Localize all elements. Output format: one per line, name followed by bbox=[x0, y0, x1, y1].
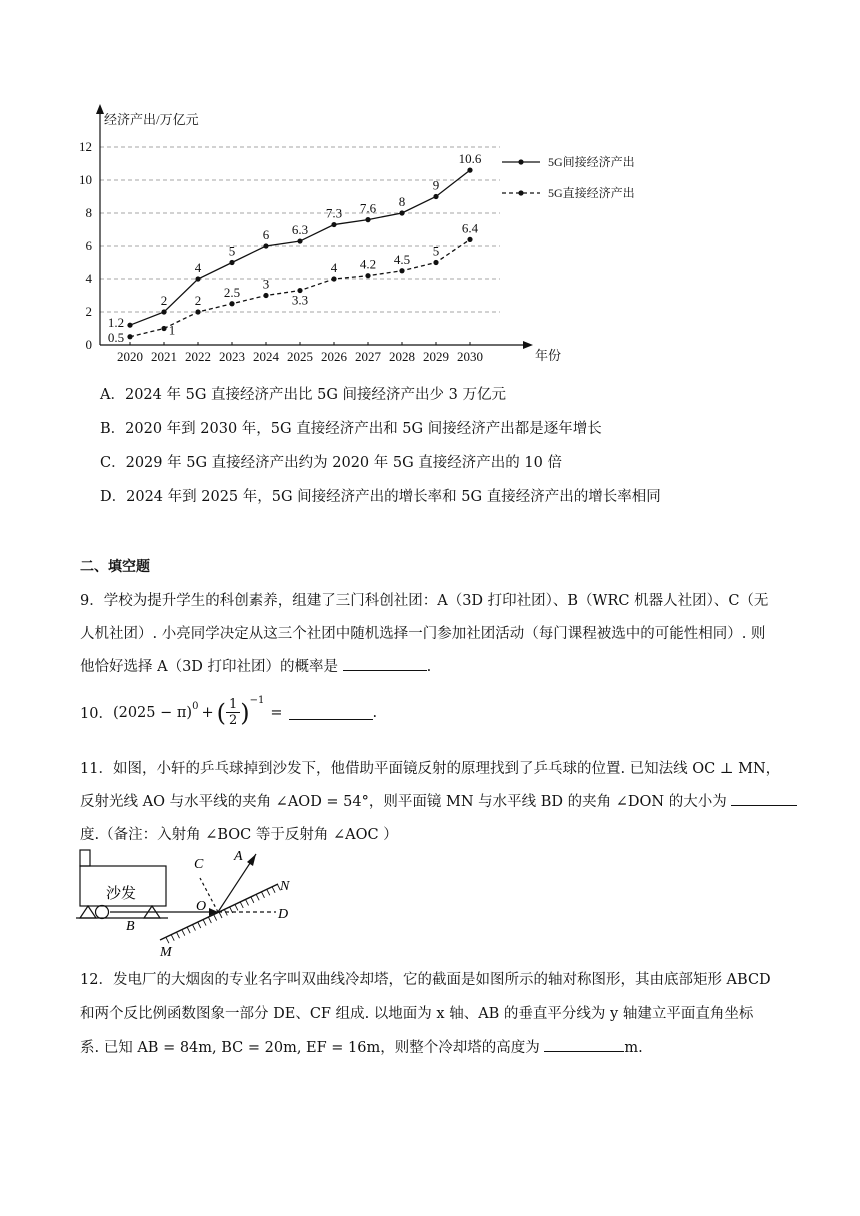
direct-point bbox=[195, 309, 200, 314]
sofa-back-post bbox=[80, 850, 90, 866]
q12-line1: 12．发电厂的大烟囱的专业名字叫双曲线冷却塔，它的截面是如图所示的轴对称图形，其由底部矩形 ABCD bbox=[80, 972, 771, 988]
y-tick-label: 8 bbox=[85, 205, 92, 220]
mirror-hatch-mark bbox=[256, 894, 259, 900]
indirect-point bbox=[467, 168, 472, 173]
x-axis-arrow bbox=[523, 341, 533, 349]
y-tick-label: 2 bbox=[85, 304, 92, 319]
y-tick-label: 12 bbox=[79, 139, 92, 154]
direct-point bbox=[399, 268, 404, 273]
indirect-point bbox=[399, 210, 404, 215]
ping-pong-ball bbox=[96, 906, 109, 919]
mirror-hatch-mark bbox=[177, 932, 180, 938]
q10-end: . bbox=[372, 704, 378, 721]
q11-answer-blank[interactable] bbox=[731, 791, 797, 806]
x-tick-label: 2020 bbox=[117, 349, 143, 364]
y-tick-label: 4 bbox=[85, 271, 92, 286]
q10-fraction bbox=[226, 697, 240, 728]
q12-text: 系. 已知 AB = 84m, BC = 20m, EF = 16m，则整个冷却塔的高度为 bbox=[80, 1040, 540, 1056]
q10-number: 10． bbox=[80, 706, 113, 722]
x-axis-title: 年份 bbox=[534, 348, 562, 363]
mirror-hatch-mark bbox=[235, 904, 238, 910]
legend-marker bbox=[518, 159, 523, 164]
q10-frac-num: 1 bbox=[228, 697, 238, 712]
q11-line2 bbox=[80, 790, 797, 811]
indirect-point bbox=[161, 309, 166, 314]
q12-unit: m. bbox=[624, 1040, 643, 1056]
indirect-data-label: 7.3 bbox=[325, 205, 343, 221]
indirect-point bbox=[433, 194, 438, 199]
legend-direct-label: 5G直接经济产出 bbox=[548, 186, 635, 200]
q12-line2: 和两个反比例函数图象一部分 DE、CF 组成. 以地面为 x 轴、AB 的垂直平分线为 y 轴建立平面直角坐标 bbox=[80, 1006, 754, 1022]
indirect-data-label: 5 bbox=[228, 243, 236, 259]
point-D-label: D bbox=[278, 907, 289, 922]
reflected-arrowhead bbox=[247, 854, 256, 866]
q10-base: (2025 − π) bbox=[112, 704, 193, 721]
indirect-data-label: 4 bbox=[194, 260, 202, 275]
q11-text: 反射光线 AO 与水平线的夹角 ∠AOD = 54°，则平面镜 MN 与水平线 BD 的夹角 ∠DON 的大小为 bbox=[80, 794, 727, 810]
direct-data-label: 0.5 bbox=[107, 329, 125, 345]
point-C-label: C bbox=[194, 857, 204, 872]
indirect-data-label: 6 bbox=[262, 227, 270, 242]
q9-line3 bbox=[80, 655, 431, 676]
point-O-label: O bbox=[196, 899, 207, 914]
q11-line1: 11．如图，小轩的乒乓球掉到沙发下，他借助平面镜反射的原理找到了乒乓球的位置. 已知法线 OC ⊥ MN， bbox=[80, 761, 781, 777]
direct-data-label: 3 bbox=[262, 276, 270, 292]
indirect-point bbox=[331, 222, 336, 227]
q12-line3 bbox=[80, 1036, 643, 1057]
x-tick-label: 2029 bbox=[423, 349, 449, 364]
q10-equals: = bbox=[270, 704, 283, 721]
direct-data-label: 2.5 bbox=[223, 284, 241, 300]
x-tick-label: 2021 bbox=[151, 349, 177, 364]
direct-point bbox=[365, 273, 370, 278]
mirror-hatch-mark bbox=[214, 915, 217, 921]
point-N-label: N bbox=[280, 879, 290, 894]
indirect-point bbox=[365, 217, 370, 222]
y-axis-arrow bbox=[96, 104, 104, 114]
direct-data-label: 4.2 bbox=[359, 256, 377, 272]
option-a: A．2024 年 5G 直接经济产出比 5G 间接经济产出少 3 万亿元 bbox=[100, 387, 506, 403]
x-tick-label: 2026 bbox=[321, 349, 347, 364]
q9-line2: 人机社团）. 小亮同学决定从这三个社团中随机选择一门参加社团活动（每门课程被选中的可能性相同）. 则 bbox=[80, 626, 766, 642]
q10-paren-open: ( bbox=[216, 698, 226, 727]
direct-data-label: 3.3 bbox=[291, 292, 309, 308]
indirect-data-label: 2 bbox=[160, 293, 168, 308]
mirror-hatch-mark bbox=[171, 935, 174, 941]
direct-point bbox=[127, 334, 132, 339]
q10-paren-close: ) bbox=[240, 698, 250, 727]
x-tick-label: 2028 bbox=[389, 349, 415, 364]
indirect-data-label: 10.6 bbox=[458, 151, 482, 167]
indirect-point bbox=[297, 238, 302, 243]
y-tick-label: 0 bbox=[85, 337, 92, 352]
mirror-hatch-mark bbox=[198, 922, 201, 928]
direct-data-label: 6.4 bbox=[461, 220, 479, 236]
mirror-reflection-figure bbox=[76, 848, 306, 958]
x-tick-label: 2023 bbox=[219, 349, 245, 364]
mirror-hatch-mark bbox=[267, 889, 270, 895]
indirect-point bbox=[127, 323, 132, 328]
option-b: B．2020 年到 2030 年，5G 直接经济产出和 5G 间接经济产出都是逐年增长 bbox=[100, 421, 602, 437]
q10-exp0: 0 bbox=[192, 701, 199, 712]
direct-point bbox=[467, 237, 472, 242]
sofa-leg-left bbox=[80, 906, 96, 918]
mirror-hatch-mark bbox=[166, 937, 169, 943]
q9-line1: 9．学校为提升学生的科创素养，组建了三门科创社团：A（3D 打印社团）、B（WRC 机器人社团）、C（无 bbox=[80, 593, 769, 609]
mirror-hatch-mark bbox=[251, 897, 254, 903]
mirror-hatch-mark bbox=[192, 925, 195, 931]
q9-text: 他恰好选择 A（3D 打印社团）的概率是 bbox=[80, 659, 339, 675]
direct-data-label: 4 bbox=[330, 260, 338, 275]
indirect-point bbox=[263, 243, 268, 248]
indirect-data-label: 9 bbox=[432, 177, 440, 193]
mirror-hatch-mark bbox=[240, 902, 243, 908]
y-tick-label: 6 bbox=[85, 238, 92, 253]
mirror-hatch-mark bbox=[187, 927, 190, 933]
indirect-point bbox=[195, 276, 200, 281]
point-B-label: B bbox=[126, 919, 135, 934]
legend-indirect-label: 5G间接经济产出 bbox=[548, 155, 635, 169]
mirror-hatch-mark bbox=[203, 920, 206, 926]
direct-data-label: 1 bbox=[168, 322, 176, 338]
indirect-data-label: 1.2 bbox=[107, 315, 125, 331]
x-tick-label: 2025 bbox=[287, 349, 313, 364]
point-M-label: M bbox=[160, 945, 172, 958]
direct-point bbox=[433, 260, 438, 265]
mirror-hatch-mark bbox=[261, 892, 264, 898]
mirror-hatch-mark bbox=[272, 887, 275, 893]
direct-point bbox=[229, 301, 234, 306]
sofa-label: 沙发 bbox=[106, 884, 137, 902]
indirect-data-label: 6.3 bbox=[291, 222, 309, 238]
q10-frac-den: 2 bbox=[226, 712, 240, 728]
q10-exp-neg: −1 bbox=[249, 695, 265, 706]
legend-marker bbox=[518, 190, 523, 195]
q10-answer-blank[interactable] bbox=[289, 705, 373, 720]
direct-data-label: 2 bbox=[194, 293, 202, 308]
x-tick-label: 2024 bbox=[253, 349, 279, 364]
mirror-hatch-mark bbox=[219, 912, 222, 918]
q9-end: . bbox=[426, 659, 432, 675]
direct-data-label: 5 bbox=[432, 243, 440, 259]
q9-answer-blank[interactable] bbox=[343, 656, 427, 671]
indirect-data-label: 8 bbox=[398, 194, 406, 209]
q10-line bbox=[80, 697, 377, 728]
x-tick-label: 2027 bbox=[355, 349, 381, 364]
economic-output-line-chart bbox=[70, 100, 690, 370]
direct-point bbox=[263, 293, 268, 298]
section-title: 二、填空题 bbox=[80, 559, 150, 575]
x-tick-label: 2022 bbox=[185, 349, 211, 364]
option-d: D．2024 年到 2025 年，5G 间接经济产出的增长率和 5G 直接经济产出的增长率相同 bbox=[100, 489, 661, 505]
q12-answer-blank[interactable] bbox=[544, 1037, 624, 1052]
indirect-point bbox=[229, 260, 234, 265]
direct-point bbox=[331, 276, 336, 281]
q11-line3: 度.（备注：入射角 ∠BOC 等于反射角 ∠AOC ） bbox=[80, 827, 398, 843]
direct-data-label: 4.5 bbox=[393, 251, 411, 267]
indirect-data-label: 7.6 bbox=[359, 200, 377, 216]
mirror-hatch-mark bbox=[230, 907, 233, 913]
option-c: C．2029 年 5G 直接经济产出约为 2020 年 5G 直接经济产出的 10 倍 bbox=[100, 455, 562, 471]
mirror-hatch-mark bbox=[246, 899, 249, 905]
mirror-hatch-mark bbox=[182, 930, 185, 936]
q10-plus: + bbox=[201, 704, 214, 721]
point-A-label: A bbox=[234, 849, 243, 864]
x-tick-label: 2030 bbox=[457, 349, 483, 364]
mirror-hatch-mark bbox=[208, 917, 211, 923]
y-tick-label: 10 bbox=[79, 172, 92, 187]
y-axis-title: 经济产出/万亿元 bbox=[104, 112, 199, 127]
direct-point bbox=[161, 326, 166, 331]
